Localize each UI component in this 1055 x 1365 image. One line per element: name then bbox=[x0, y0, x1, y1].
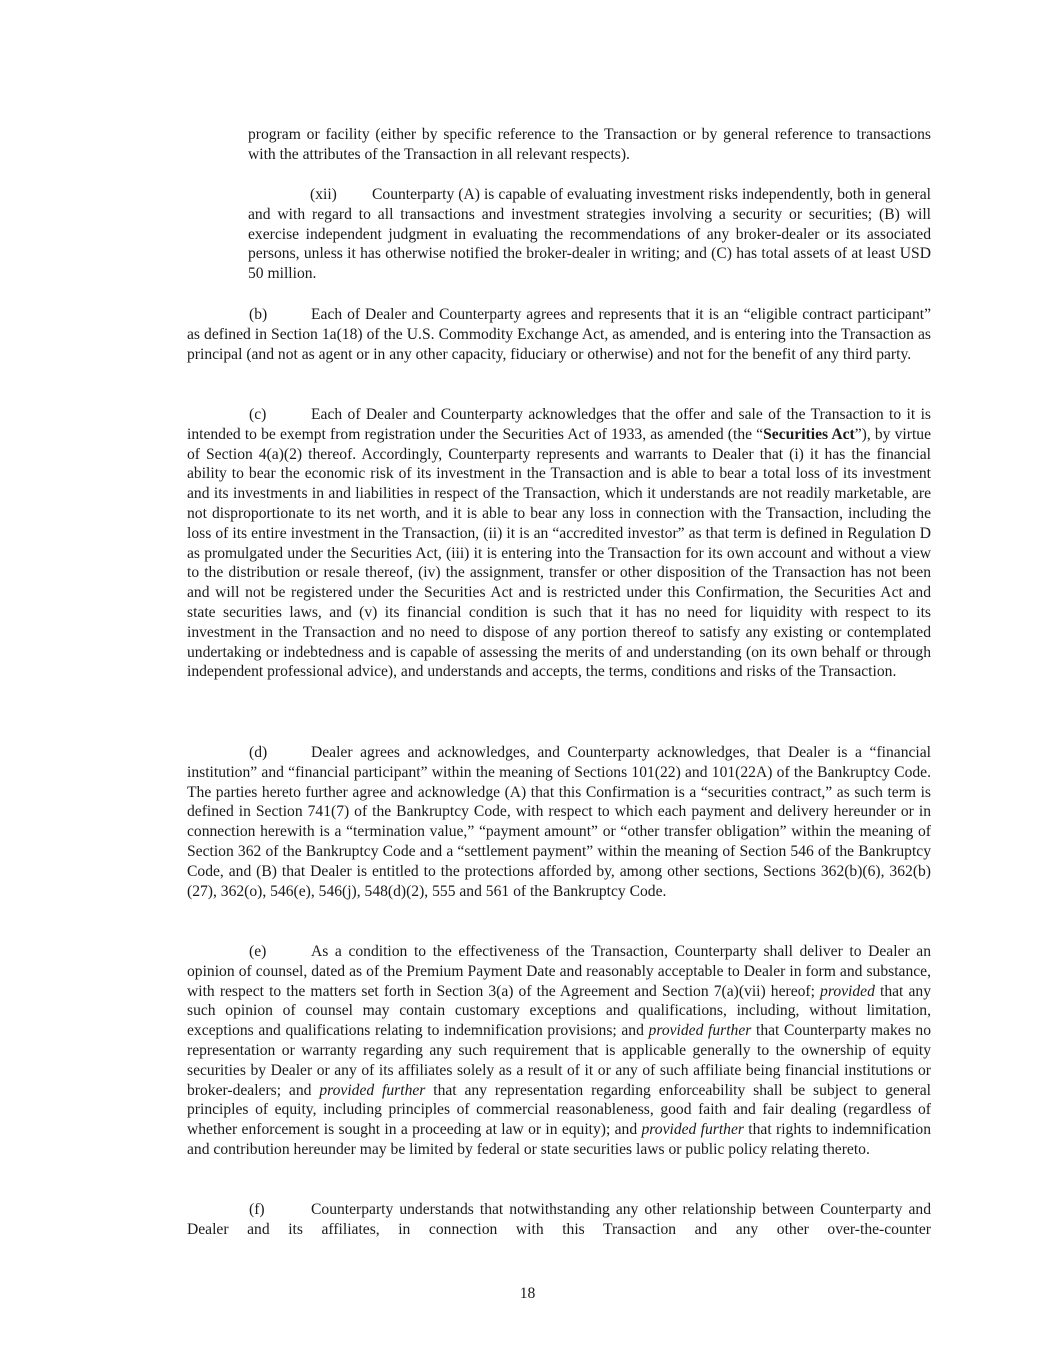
paragraph-b bbox=[187, 305, 931, 364]
paragraph-text: Dealer agrees and acknowledges, and Counterparty acknowledges, that Dealer is a “financial institution” and “financial participant” within the meaning of Sections 101(22) and 101(22A) of the Bankruptcy Code. The parties hereto further agree and acknowledge (A) that this Confirmation is a “securities contract,” as such term is defined in Section 741(7) of the Bankruptcy Code, with respect to which each payment and delivery hereunder or in connection herewith is a “termination value,” “payment amount” or “other transfer obligation” within the meaning of Section 362 of the Bankruptcy Code and a “settlement payment” within the meaning of Section 546 of the Bankruptcy Code, and (B) that Dealer is entitled to the protections afforded by, among other sections, Sections 362(b)(6), 362(b)(27), 362(o), 546(e), 546(j), 548(d)(2), 555 and 561 of the Bankruptcy Code. bbox=[187, 744, 931, 900]
paragraph-text: that any such opinion of counsel may contain customary exceptions and qualifications, including, without limitation, exceptions and qualifications relating to indemnification provisions; and bbox=[187, 982, 931, 1040]
italic-term: provided further bbox=[319, 1081, 426, 1099]
paragraph-label: (f) bbox=[249, 1201, 265, 1218]
paragraph-label: (e) bbox=[249, 943, 267, 960]
italic-term: provided further bbox=[641, 1121, 744, 1139]
defined-term: Securities Act bbox=[763, 425, 855, 443]
paragraph-d bbox=[187, 743, 931, 901]
paragraph-e bbox=[187, 942, 931, 1160]
paragraph-text: program or facility (either by specific reference to the Transaction or by general reference to transactions with the attributes of the Transaction in all relevant respects). bbox=[248, 126, 931, 163]
paragraph-text: Each of Dealer and Counterparty agrees and represents that it is an “eligible contract participant” as defined in Section 1a(18) of the U.S. Commodity Exchange Act, as amended, and is entering into the Transaction as principal (and not as agent or in any other capacity, fiduciary or otherwise) and not for the benefit of any third party. bbox=[187, 306, 931, 363]
paragraph-text: that any representation regarding enforceability shall be subject to general principles of equity, including principles of commercial reasonableness, good faith and fair dealing (regardless of whether enforcement is sought in a proceeding at law or in equity); and bbox=[187, 1081, 931, 1139]
paragraph-label: (xii) bbox=[310, 186, 337, 203]
paragraph-c bbox=[187, 405, 931, 682]
paragraph-text: As a condition to the effectiveness of the Transaction, Counterparty shall deliver to Dealer an opinion of counsel, dated as of the Premium Payment Date and reasonably acceptable to Dealer in form and substance, with respect to the matters set forth in Section 3(a) of the Agreement and Section 7(a)(vii) hereof; bbox=[187, 943, 931, 1000]
paragraph-text: Counterparty (A) is capable of evaluating investment risks independently, both in general and with regard to all transactions and investment strategies involving a security or securities; (B) will exercise independent judgment in evaluating the recommendations of any broker-dealer or its associated persons, unless it has otherwise notified the broker-dealer in writing; and (C) has total assets of at least USD 50 million. bbox=[248, 186, 931, 283]
paragraph-text: that rights to indemnification and contribution hereunder may be limited by federal or state securities laws or public policy relating thereto. bbox=[187, 1121, 932, 1158]
paragraph-xii bbox=[248, 185, 931, 284]
paragraph-text: that Counterparty makes no representation or warranty regarding any such requirement that is applicable generally to the ownership of equity securities by Dealer or any of its affiliates solely as a result of it or any of such affiliate being financial institutions or broker-dealers; and bbox=[187, 1022, 932, 1099]
paragraph-text: Counterparty understands that notwithstanding any other relationship between Counterparty and Dealer and its affiliates, in connection with this Transaction and any other over-the-counter bbox=[187, 1201, 931, 1238]
paragraph-label: (c) bbox=[249, 406, 267, 423]
italic-term: provided further bbox=[648, 1022, 752, 1040]
paragraph-f bbox=[187, 1200, 931, 1240]
italic-term: provided bbox=[820, 982, 875, 1000]
paragraph-continuation bbox=[248, 125, 931, 165]
paragraph-label: (b) bbox=[249, 306, 268, 323]
paragraph-label: (d) bbox=[249, 744, 268, 761]
page-number: 18 bbox=[519, 1285, 536, 1302]
paragraph-text: Each of Dealer and Counterparty acknowledges that the offer and sale of the Transaction to it is intended to be exempt from registration under the Securities Act of 1933, as amended (the “ bbox=[187, 406, 931, 443]
paragraph-text: ”), by virtue of Section 4(a)(2) thereof. Accordingly, Counterparty represents and warrants to Dealer that (i) it has the financial ability to bear the economic risk of its investment in the Transaction and is able to bear a total loss of its investment and its investments in and liabilities in respect of the Transaction, which it understands are not readily marketable, are not disproportionate to its net worth, and it is able to bear any loss in connection with the Transaction, including the loss of its entire investment in the Transaction, (ii) it is an “accredited investor” as that term is defined in Regulation D as promulgated under the Securities Act, (iii) it is entering into the Transaction for its own account and without a view to the distribution or resale thereof, (iv) the assignment, transfer or other disposition of the Transaction has not been and will not be registered under the Securities Act and is restricted under this Confirmation, the Securities Act and state securities laws, and (v) its financial condition is such that it has no need for liquidity with respect to its investment in the Transaction and no need to dispose of any portion thereof to satisfy any existing or contemplated undertaking or indebtedness and is capable of assessing the merits of and understanding (on its own behalf or through independent professional advice), and understands and accepts, the terms, conditions and risks of the Transaction. bbox=[187, 425, 931, 681]
